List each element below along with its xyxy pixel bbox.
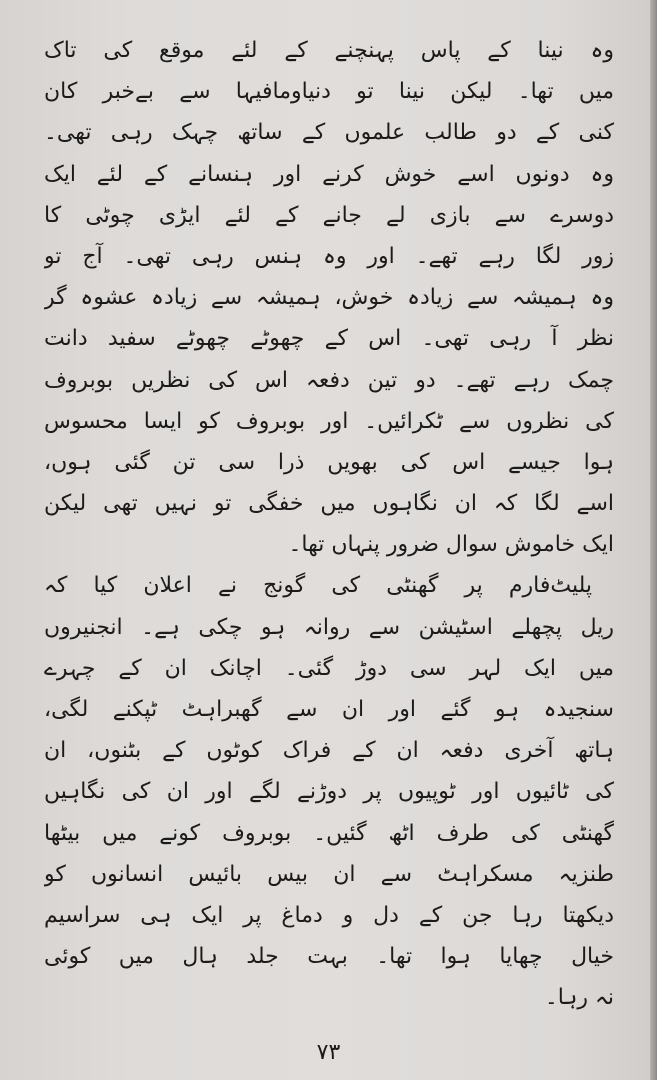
text-line: خیال چھایا ہوا تھا۔ بہت جلد ہال میں کوئی	[44, 944, 614, 970]
page-number: ۷۳	[316, 1040, 341, 1065]
text-line: پلیٹ‌فارم پر گھنٹی کی گونج نے اعلان کیا کہ	[44, 573, 592, 599]
text-line: ریل پچھلے اسٹیشن سے روانہ ہو چکی ہے۔ انجنیروں	[44, 614, 614, 640]
text-line: ایک خاموش سوال ضرور پنہاں تھا۔	[288, 532, 614, 558]
text-line: دیکھتا رہا جن کے دل و دماغ پر ایک ہی سراسیم	[44, 902, 614, 928]
text-line: چمک رہے تھے۔ دو تین دفعہ اس کی نظریں بوبروف	[44, 367, 614, 393]
text-line: میں ایک لہر سی دوڑ گئی۔ اچانک ان کے چہرے	[44, 655, 614, 681]
text-line: وہ دونوں اسے خوش کرنے اور ہنسانے کے لئے ایک	[44, 161, 614, 187]
text-line: ہوا جیسے اس کی بھویں ذرا سی تن گئی ہوں،	[44, 449, 614, 475]
text-line: نظر آ رہی تھی۔ اس کے چھوٹے چھوٹے سفید دانت	[44, 326, 614, 352]
text-line: گھنٹی کی طرف اٹھ گئیں۔ بوبروف کونے میں بیٹھا	[44, 820, 614, 846]
paragraph-2	[44, 565, 614, 1018]
text-line: طنزیہ مسکراہٹ سے ان بیس بائیس انسانوں کو	[44, 861, 614, 887]
page-edge-shadow	[650, 0, 657, 1080]
text-line: کی ٹائیوں اور ٹوپیوں پر دوڑنے لگے اور ان کی نگاہیں	[44, 779, 614, 805]
text-line: وہ نینا کے پاس پہنچنے کے لئے موقع کی تاک	[44, 38, 614, 63]
text-line: زور لگا رہے تھے۔ اور وہ ہنس رہی تھی۔ آج تو	[44, 243, 614, 269]
page-body-text	[44, 30, 614, 1019]
paragraph-1	[44, 30, 614, 565]
text-line: کنی کے دو طالب علموں کے ساتھ چہک رہی تھی۔	[44, 120, 614, 146]
text-line: وہ ہمیشہ سے زیادہ خوش، ہمیشہ سے زیادہ عشوہ گر	[44, 285, 614, 311]
text-line: میں تھا۔ لیکن نینا تو دنیاومافیہا سے بےخبر کان	[44, 79, 614, 105]
text-line: اسے لگا کہ ان نگاہوں میں خفگی تو نہیں تھی لیکن	[44, 491, 614, 517]
text-line: سنجیدہ ہو گئے اور ان سے گھبراہٹ ٹپکنے لگی،	[44, 697, 614, 722]
text-line: ہاتھ آخری دفعہ ان کے فراک کوٹوں کے بٹنوں، ان	[44, 738, 614, 764]
text-line: دوسرے سے بازی لے جانے کے لئے ایڑی چوٹی کا	[44, 202, 614, 228]
text-line: کی نظروں سے ٹکرائیں۔ اور بوبروف کو ایسا محسوس	[44, 408, 614, 434]
text-line: نہ رہا۔	[544, 985, 614, 1011]
